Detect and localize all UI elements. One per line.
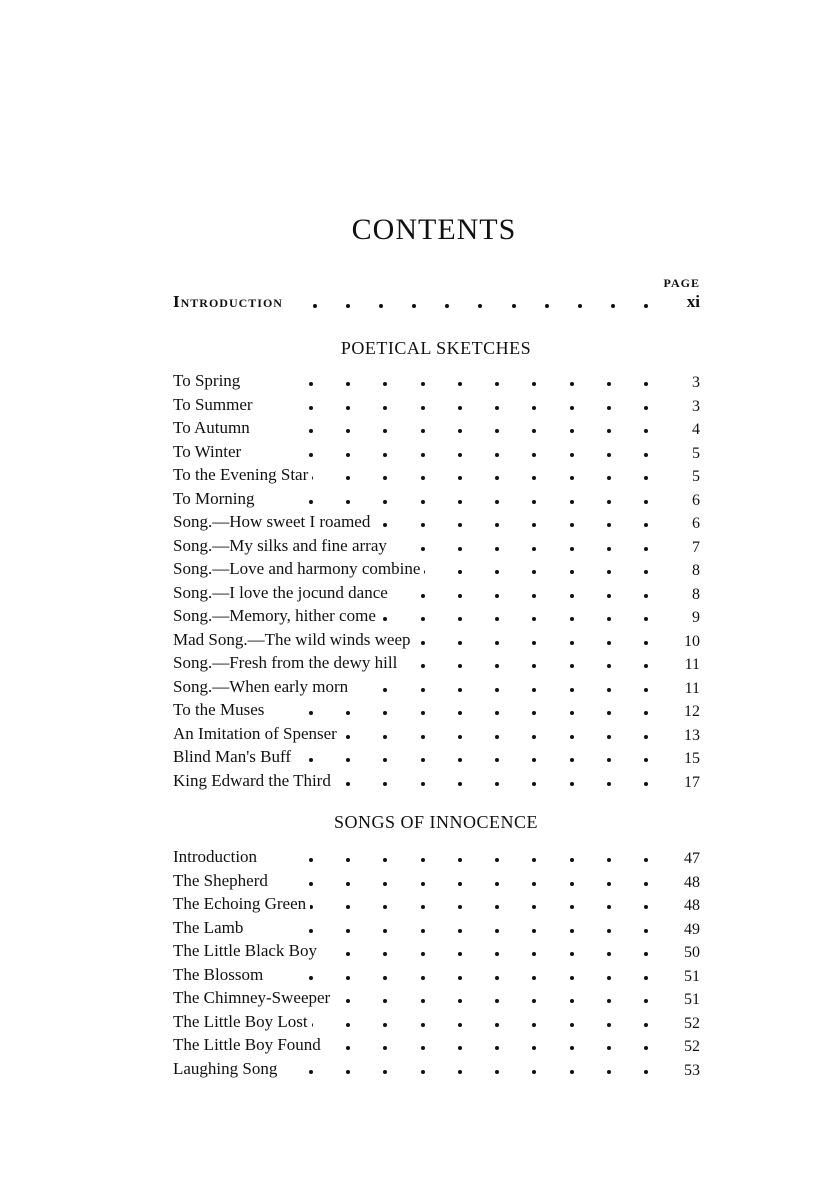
toc-entry-page: 8 <box>692 562 700 579</box>
toc-entry-page: xi <box>686 292 700 311</box>
toc-entry-page: 8 <box>692 585 700 603</box>
toc-entry-page: 50 <box>684 944 700 961</box>
toc-entry[interactable] <box>173 651 700 675</box>
toc-entry-page: 3 <box>692 397 700 415</box>
toc-entry-page: 7 <box>692 538 700 556</box>
toc-entry[interactable] <box>173 369 700 393</box>
dot-leader <box>309 1057 648 1081</box>
dot-leader <box>309 1010 648 1034</box>
toc-entry[interactable] <box>173 722 700 746</box>
toc-entry[interactable] <box>173 869 700 893</box>
dot-leader <box>309 675 648 699</box>
dot-leader <box>309 963 648 987</box>
toc-entry-title: Mad Song.—The wild winds weep <box>173 628 415 652</box>
dot-leader <box>309 393 648 417</box>
toc-entry-page: 13 <box>684 726 700 744</box>
dot-leader <box>313 292 648 316</box>
toc-entry-page: 52 <box>684 1014 700 1032</box>
dot-leader <box>309 722 648 746</box>
toc-entry[interactable] <box>173 463 700 487</box>
page-column-label: PAGE <box>663 276 700 290</box>
toc-entry-title: To Autumn <box>173 416 254 440</box>
toc-entry[interactable] <box>173 1033 700 1057</box>
toc-entry[interactable] <box>173 845 700 869</box>
toc-entry-page: 17 <box>684 773 700 791</box>
toc-entry[interactable] <box>173 963 700 987</box>
dot-leader <box>309 487 648 511</box>
toc-entry-page: 47 <box>684 850 700 867</box>
toc-entry-page: 10 <box>684 632 700 650</box>
toc-entry[interactable] <box>173 534 700 558</box>
dot-leader <box>309 869 648 893</box>
toc-entry-title: King Edward the Third <box>173 769 335 793</box>
toc-entry-page: 52 <box>684 1038 700 1055</box>
toc-entry-page: 9 <box>692 609 700 626</box>
toc-entry-title: The Little Black Boy <box>173 939 321 963</box>
toc-entry-title: Song.—Memory, hither come <box>173 604 380 628</box>
toc-entry[interactable] <box>173 986 700 1010</box>
toc-entry-title: Song.—I love the jocund dance <box>173 581 392 605</box>
toc-entry-title: To Winter <box>173 440 245 464</box>
toc-entry-title: The Little Boy Lost <box>173 1010 312 1034</box>
toc-entry[interactable] <box>173 557 700 581</box>
dot-leader <box>309 416 648 440</box>
toc-entry-title: Laughing Song <box>173 1057 281 1081</box>
toc-entry-introduction[interactable] <box>173 292 700 316</box>
toc-entry-title: To Spring <box>173 369 244 393</box>
toc-entry-page: 49 <box>684 920 700 938</box>
toc-list-poetical-sketches <box>173 369 700 792</box>
toc-entry-title: Song.—Love and harmony combine <box>173 557 424 581</box>
toc-entry[interactable] <box>173 698 700 722</box>
toc-entry-page: 3 <box>692 374 700 391</box>
toc-entry-title: Introduction <box>173 292 283 311</box>
toc-entry-title: Song.—When early morn <box>173 675 352 699</box>
toc-entry-page: 6 <box>692 515 700 532</box>
toc-entry-title: To the Evening Star <box>173 463 312 487</box>
toc-entry-title: The Little Boy Found <box>173 1033 325 1057</box>
toc-entry-title: Blind Man's Buff <box>173 745 295 769</box>
toc-entry[interactable] <box>173 916 700 940</box>
toc-entry[interactable] <box>173 939 700 963</box>
toc-entry-page: 11 <box>684 679 700 697</box>
toc-entry[interactable] <box>173 628 700 652</box>
toc-entry[interactable] <box>173 769 700 793</box>
toc-entry-page: 6 <box>692 491 700 509</box>
section-heading-poetical-sketches: POETICAL SKETCHES <box>340 338 532 358</box>
dot-leader <box>309 1033 648 1057</box>
toc-entry-title: Introduction <box>173 845 261 869</box>
toc-entry[interactable] <box>173 487 700 511</box>
toc-entry[interactable] <box>173 440 700 464</box>
toc-entry-page: 51 <box>684 991 700 1008</box>
toc-entry-page: 5 <box>692 468 700 485</box>
dot-leader <box>309 369 648 393</box>
section-heading-songs-of-innocence: SONGS OF INNOCENCE <box>333 812 539 832</box>
toc-entry-page: 5 <box>692 444 700 462</box>
toc-entry-title: The Shepherd <box>173 869 272 893</box>
toc-entry[interactable] <box>173 510 700 534</box>
toc-entry-title: To Summer <box>173 393 257 417</box>
toc-entry-page: 12 <box>684 703 700 720</box>
toc-entry-title: Song.—Fresh from the dewy hill <box>173 651 401 675</box>
toc-entry-title: The Blossom <box>173 963 267 987</box>
toc-entry-page: 48 <box>684 897 700 914</box>
dot-leader <box>309 698 648 722</box>
dot-leader <box>309 745 648 769</box>
toc-entry-page: 15 <box>684 750 700 767</box>
dot-leader <box>309 892 648 916</box>
toc-entry[interactable] <box>173 581 700 605</box>
toc-entry-title: Song.—My silks and fine array <box>173 534 391 558</box>
toc-entry[interactable] <box>173 745 700 769</box>
toc-entry-page: 48 <box>684 873 700 891</box>
dot-leader <box>309 939 648 963</box>
toc-entry[interactable] <box>173 1057 700 1081</box>
dot-leader <box>309 845 648 869</box>
toc-entry[interactable] <box>173 892 700 916</box>
toc-entry[interactable] <box>173 1010 700 1034</box>
toc-entry-page: 51 <box>684 967 700 985</box>
toc-entry[interactable] <box>173 675 700 699</box>
toc-list-songs-of-innocence <box>173 845 700 1080</box>
page-title: CONTENTS <box>351 213 517 246</box>
toc-entry-title: To Morning <box>173 487 258 511</box>
dot-leader <box>309 986 648 1010</box>
toc-entry-title: The Echoing Green <box>173 892 310 916</box>
toc-entry-title: Song.—How sweet I roamed <box>173 510 374 534</box>
toc-entry-page: 11 <box>684 656 700 673</box>
toc-entry-page: 4 <box>692 421 700 438</box>
dot-leader <box>309 463 648 487</box>
dot-leader <box>309 769 648 793</box>
toc-entry-title: An Imitation of Spenser <box>173 722 341 746</box>
toc-entry[interactable] <box>173 416 700 440</box>
toc-entry[interactable] <box>173 393 700 417</box>
dot-leader <box>309 440 648 464</box>
dot-leader <box>309 916 648 940</box>
toc-entry-title: The Chimney-Sweeper <box>173 986 334 1010</box>
toc-entry[interactable] <box>173 604 700 628</box>
toc-entry-title: The Lamb <box>173 916 247 940</box>
toc-entry-title: To the Muses <box>173 698 268 722</box>
toc-entry-page: 53 <box>684 1061 700 1079</box>
